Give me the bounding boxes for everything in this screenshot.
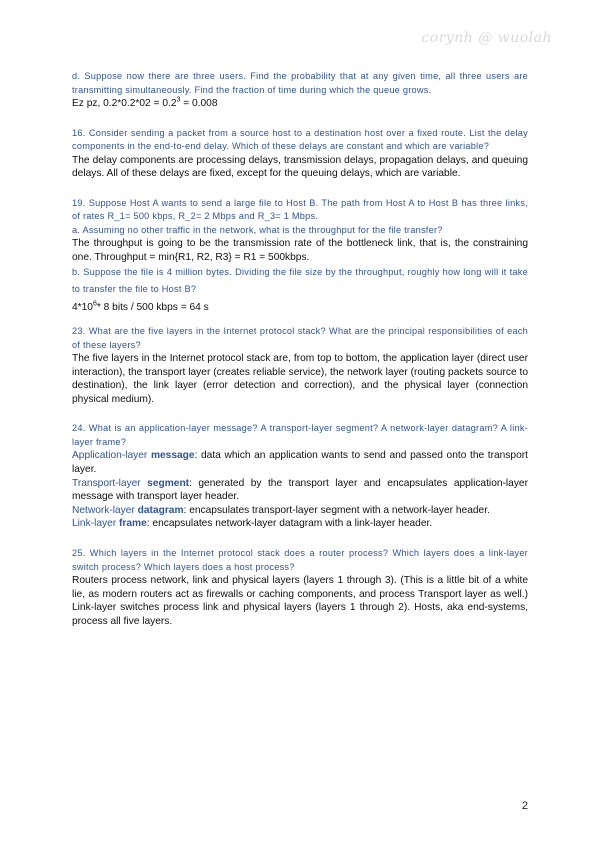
answer-16: The delay components are processing delays, transmission delays, propagation delays, and queuing delays. All of these delays are fixed, except for the queuing delays, which are variable. (72, 154, 528, 180)
question-25: 25. Which layers in the Internet protocol stack does a router process? Which layers does a link-layer switch process? Which layers does a host process? (72, 548, 528, 572)
answer-d-result: = 0.008 (180, 98, 218, 109)
section-25 (72, 547, 528, 628)
page-number: 2 (521, 800, 528, 812)
answer-d-text: Ez pz, 0.2*0.2*02 = 0.2 (72, 98, 177, 109)
answer-24-application (72, 449, 528, 476)
term-application-layer: Application-layer (72, 450, 151, 462)
section-d (72, 70, 528, 111)
answer-d (72, 97, 528, 111)
term-datagram: datagram (137, 504, 184, 516)
watermark: corynh @ wuolah (421, 30, 552, 46)
term-message: message (150, 450, 195, 462)
term-link-layer: Link-layer (72, 518, 119, 530)
section-19 (72, 197, 528, 315)
question-16: 16. Consider sending a packet from a source host to a destination host over a fixed route. List the delay components in the end-to-end delay. Which of these delays are constant and which are variable? (72, 127, 528, 152)
answer-24-link (72, 517, 528, 531)
question-24: 24. What is an application-layer message? A transport-layer segment? A network-layer datagram? A link-layer frame? (72, 423, 528, 447)
section-16 (72, 127, 528, 181)
answer-25: Routers process network, link and physical layers (layers 1 through 3). (This is a little bit of a white lie, as modern routers act as firewalls or caching components, and process Transport layer as well.) Link-layer switches process link and physical layers (layers 1 through 2). Hosts, aka end-systems, process all five layers. (72, 575, 528, 627)
answer-19b-exponent: 6 (92, 301, 97, 309)
term-network-layer: Network-layer (72, 504, 138, 516)
question-19b: b. Suppose the file is 4 million bytes. Dividing the file size by the throughput, roughly how long will it take to transfer the file to Host B? (72, 267, 528, 295)
def-message: : data which an application wants to send and passed onto the transport layer. (72, 450, 528, 476)
section-24 (72, 422, 528, 531)
term-segment: segment (147, 477, 190, 489)
question-23: 23. What are the five layers in the Internet protocol stack? What are the principal responsibilities of each of these layers? (72, 326, 528, 350)
answer-19b-base: 4*10 (72, 302, 93, 314)
answer-24-network (72, 504, 528, 518)
answer-24-transport (72, 477, 528, 504)
answer-23: The five layers in the Internet protocol stack are, from top to bottom, the application layer (direct user interaction), the transport layer (creates reliable service), the network layer (routing packets source to destination), the link layer (error detection and correction), and the physical layer (connection physical medium). (72, 353, 528, 405)
question-19: 19. Suppose Host A wants to send a large file to Host B. The path from Host A to Host B has three links, of rates R_1= 500 kbps, R_2= 2 Mbps and R_3= 1 Mbps. (72, 197, 528, 222)
page-content (72, 70, 528, 638)
answer-19a: The throughput is going to be the transmission rate of the bottleneck link, that is, the constraining one. Throughput = min{R1, R2, R3} = R1 = 500kbps. (72, 238, 528, 263)
term-frame: frame (119, 518, 147, 530)
answer-d-exponent: 3 (176, 96, 181, 104)
answer-19b-result: * 8 bits / 500 kbps = 64 s (96, 302, 209, 314)
def-datagram: : encapsulates transport-layer segment with a network-layer header. (183, 504, 490, 516)
def-segment: : generated by the transport layer and encapsulates application-layer message with transport layer header. (72, 477, 528, 503)
question-d: d. Suppose now there are three users. Find the probability that at any given time, all three users are transmitting simultaneously. Find the fraction of time during which the queue grows. (72, 71, 528, 95)
term-transport-layer: Transport-layer (72, 477, 148, 489)
section-23 (72, 325, 528, 406)
def-frame: : encapsulates network-layer datagram with a link-layer header. (146, 518, 433, 530)
answer-19b (72, 301, 528, 315)
question-19a: a. Assuming no other traffic in the network, what is the throughput for the file transfer? (72, 224, 443, 235)
